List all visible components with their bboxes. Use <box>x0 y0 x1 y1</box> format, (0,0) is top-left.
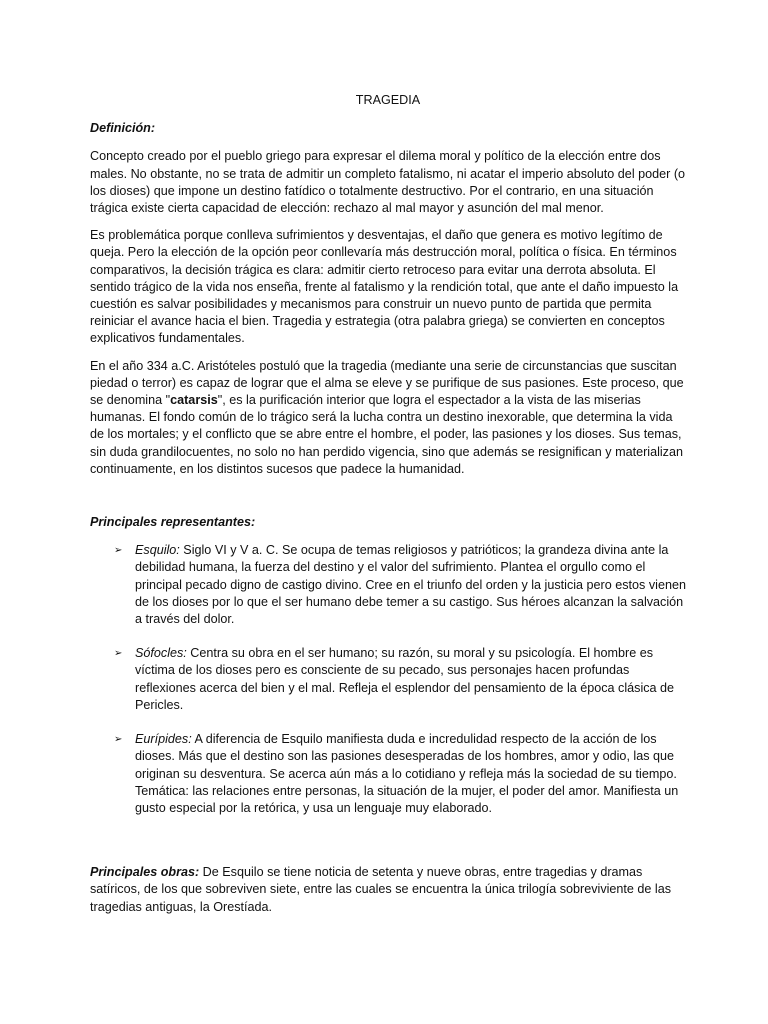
document-page <box>90 92 686 926</box>
author-description: Siglo VI y V a. C. Se ocupa de temas religiosos y patrióticos; la grandeza divina ante la debilidad humana, la fuerza del destino y el valor del sufrimiento. Plantea el orgullo como el principal pecado digno de castigo divino. Cree en el triunfo del orden y la justicia pero estos vienen de los dioses por lo que el ser humano debe temer a su castigo. Sus héroes alcanzan la salvación a través del dolor. <box>135 543 686 627</box>
catarsis-quote-close: " <box>217 393 223 408</box>
catarsis-text-before: En el año 334 a.C. Aristóteles postuló que la tragedia (mediante una serie de circunstancias que suscitan piedad o terror) es capaz de lograr que el alma se eleve y se purifique de sus pasiones. Este proceso, que se denomina <box>90 358 684 408</box>
representatives-list <box>90 542 686 817</box>
section-spacer <box>90 834 686 864</box>
section-spacer <box>90 488 686 514</box>
catarsis-term: catarsis <box>170 393 218 408</box>
list-item <box>90 542 686 628</box>
representatives-heading: Principales representantes: <box>90 515 256 530</box>
document-title: TRAGEDIA <box>355 93 421 107</box>
definition-paragraph-2: Es problemática porque conlleva sufrimientos y desventajas, el daño que genera es motivo legítimo de queja. Pero la elección de la opción peor conllevaría más destrucción moral, política o física. En términos comparativos, la decisión trágica es clara: admitir cierto retroceso para evitar una derrota absoluta. El sentido trágico de la vida nos enseña, frente al fatalismo y la rendición total, que ante el daño impuesto la cuestión es salvar posibilidades y mecanismos para construir un nuevo punto de partida que permita reiniciar el avance hacia el bien. Tragedia y estrategia (otra palabra griega) se convierten en conceptos explicativos fundamentales. <box>90 228 679 346</box>
list-item <box>90 731 686 817</box>
definition-heading: Definición: <box>90 121 156 136</box>
author-name: Eurípides: <box>135 732 192 747</box>
catarsis-paragraph <box>90 358 686 478</box>
arrow-bullet-icon: ➢ <box>114 545 123 557</box>
works-paragraph <box>90 864 686 916</box>
catarsis-quote-open: " <box>165 393 171 408</box>
author-description: A diferencia de Esquilo manifiesta duda e incredulidad respecto de la acción de los dioses. Más que el destino son las pasiones desesperadas de los hombres, amor y odio, las que originan su desventura. Se acerca aún más a lo cotidiano y refleja más la sociedad de su tiempo. Temática: las relaciones entre personas, la situación de la mujer, el poder del amor. Manifiesta un gusto especial por la retórica, y usa un lenguaje muy elaborado. <box>135 732 679 815</box>
author-name: Sófocles: <box>135 646 187 661</box>
author-name: Esquilo: <box>135 543 180 558</box>
catarsis-text-after: , es la purificación interior que logra el espectador a la vista de las miserias humanas. El fondo común de lo trágico será la lucha contra un destino inexorable, que determina la vida de los mortales; y el conflicto que se abre entre el hombre, el poder, las pasiones y los dioses. Sus temas, sin duda grandilocuentes, no solo no han perdido vigencia, sino que además se resignifican y materializan continuamente, en los distintos sucesos que padece la humanidad. <box>90 393 683 476</box>
list-item <box>90 645 686 714</box>
author-description: Centra su obra en el ser humano; su razón, su moral y su psicología. El hombre es víctima de los dioses pero es consciente de su pecado, sus personajes hacen profundas reflexiones acerca del bien y el mal. Refleja el esplendor del pensamiento de la época clásica de Pericles. <box>135 646 675 712</box>
works-heading: Principales obras: <box>90 865 200 880</box>
arrow-bullet-icon: ➢ <box>114 734 123 746</box>
definition-paragraph-1: Concepto creado por el pueblo griego para expresar el dilema moral y político de la elección entre dos males. No obstante, no se trata de admitir un completo fatalismo, ni acatar el imperio absoluto del poder (o los dioses) que impone un destino fatídico o totalmente destructivo. Por el contrario, en una situación trágica existe cierta capacidad de elección: rechazo al mal mayor y asunción del mal menor. <box>90 149 686 216</box>
arrow-bullet-icon: ➢ <box>114 648 123 660</box>
works-text: De Esquilo se tiene noticia de setenta y nueve obras, entre tragedias y dramas satíricos, de los que sobreviven siete, entre las cuales se encuentra la única trilogía sobreviviente de las tragedias antiguas, la Orestíada. <box>90 865 672 914</box>
